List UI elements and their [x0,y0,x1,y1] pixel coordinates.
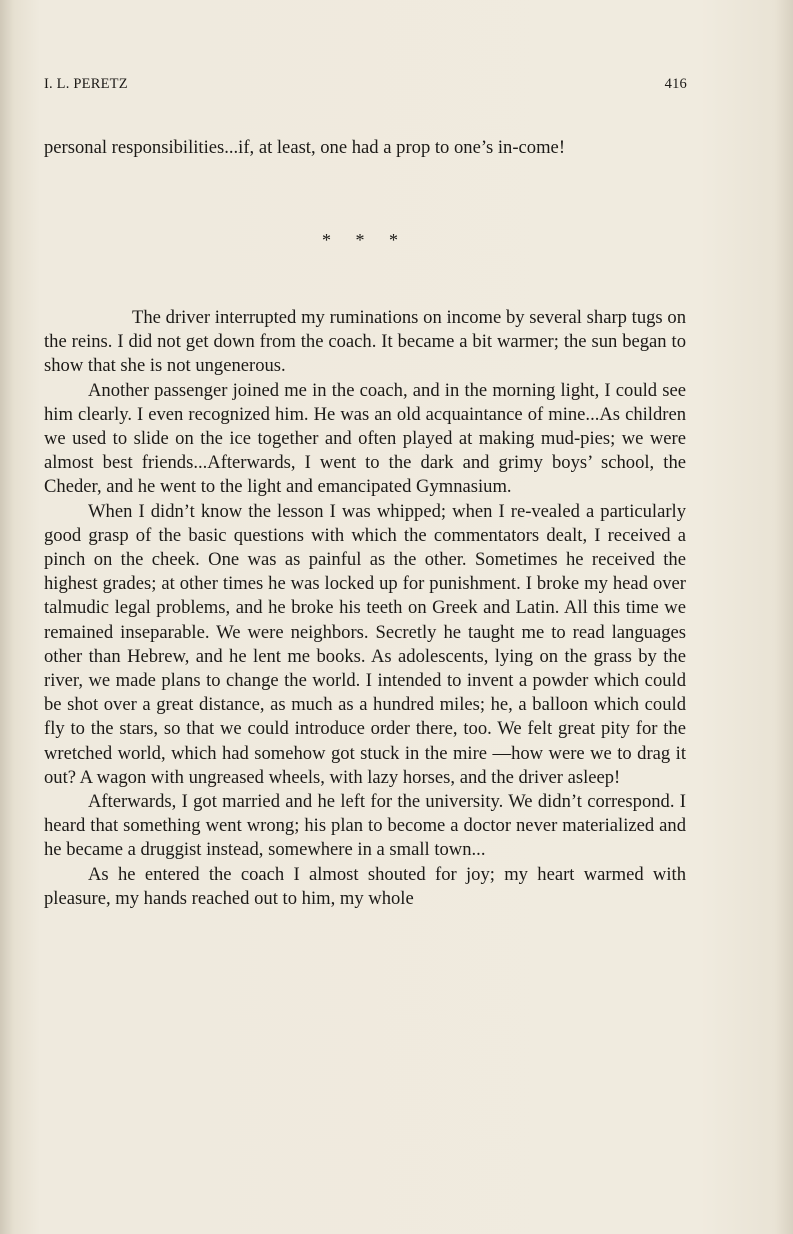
body-text [44,306,686,911]
running-head [44,76,687,96]
paragraph-1: The driver interrupted my ruminations on income by several sharp tugs on the reins. I did not get down from the coach. It became a bit warmer; the sun began to show that she is not ungenerous. [44,307,686,377]
continuation-paragraph: personal responsibilities...if, at least, one had a prop to one’s in-come! [44,137,566,158]
page-number: 416 [664,76,687,92]
section-break: * * * [322,230,408,250]
paragraph-5: As he entered the coach I almost shouted for joy; my heart warmed with pleasure, my hands reached out to him, my whole [44,863,686,909]
paragraph-4: Afterwards, I got married and he left for the university. We didn’t correspond. I heard that something went wrong; his plan to become a doctor never materialized and he became a druggist instead, somewhere in a small town... [44,791,686,861]
continuation-block [44,136,686,160]
author-header: I. L. PERETZ [44,76,128,92]
paragraph-2: Another passenger joined me in the coach, and in the morning light, I could see him clearly. I even recognized him. He was an old acquaintance of mine...As children we used to slide on the ice together and often played at making mud-pies; we were almost best friends...Afterwards, I went to the dark and grimy boys’ school, the Cheder, and he went to the light and emancipated Gymnasium. [44,379,686,498]
paragraph-3: When I didn’t know the lesson I was whipped; when I re-vealed a particularly good grasp of the basic questions with which the commentators dealt, I received a pinch on the cheek. One was as painful as the other. Sometimes he received the highest grades; at other times he was locked up for punishment. I broke my head over talmudic legal problems, and he broke his teeth on Greek and Latin. All this time we remained inseparable. We were neighbors. Secretly he taught me to read languages other than Hebrew, and he lent me books. As adolescents, lying on the grass by the river, we made plans to change the world. I intended to invent a powder which could be shot over a great distance, as much as a hundred miles; he, a balloon which could fly to the stars, so that we could introduce order there, too. We felt great pity for the wretched world, which had somehow got stuck in the mire —how were we to drag it out? A wagon with ungreased wheels, with lazy horses, and the driver asleep! [44,500,686,788]
